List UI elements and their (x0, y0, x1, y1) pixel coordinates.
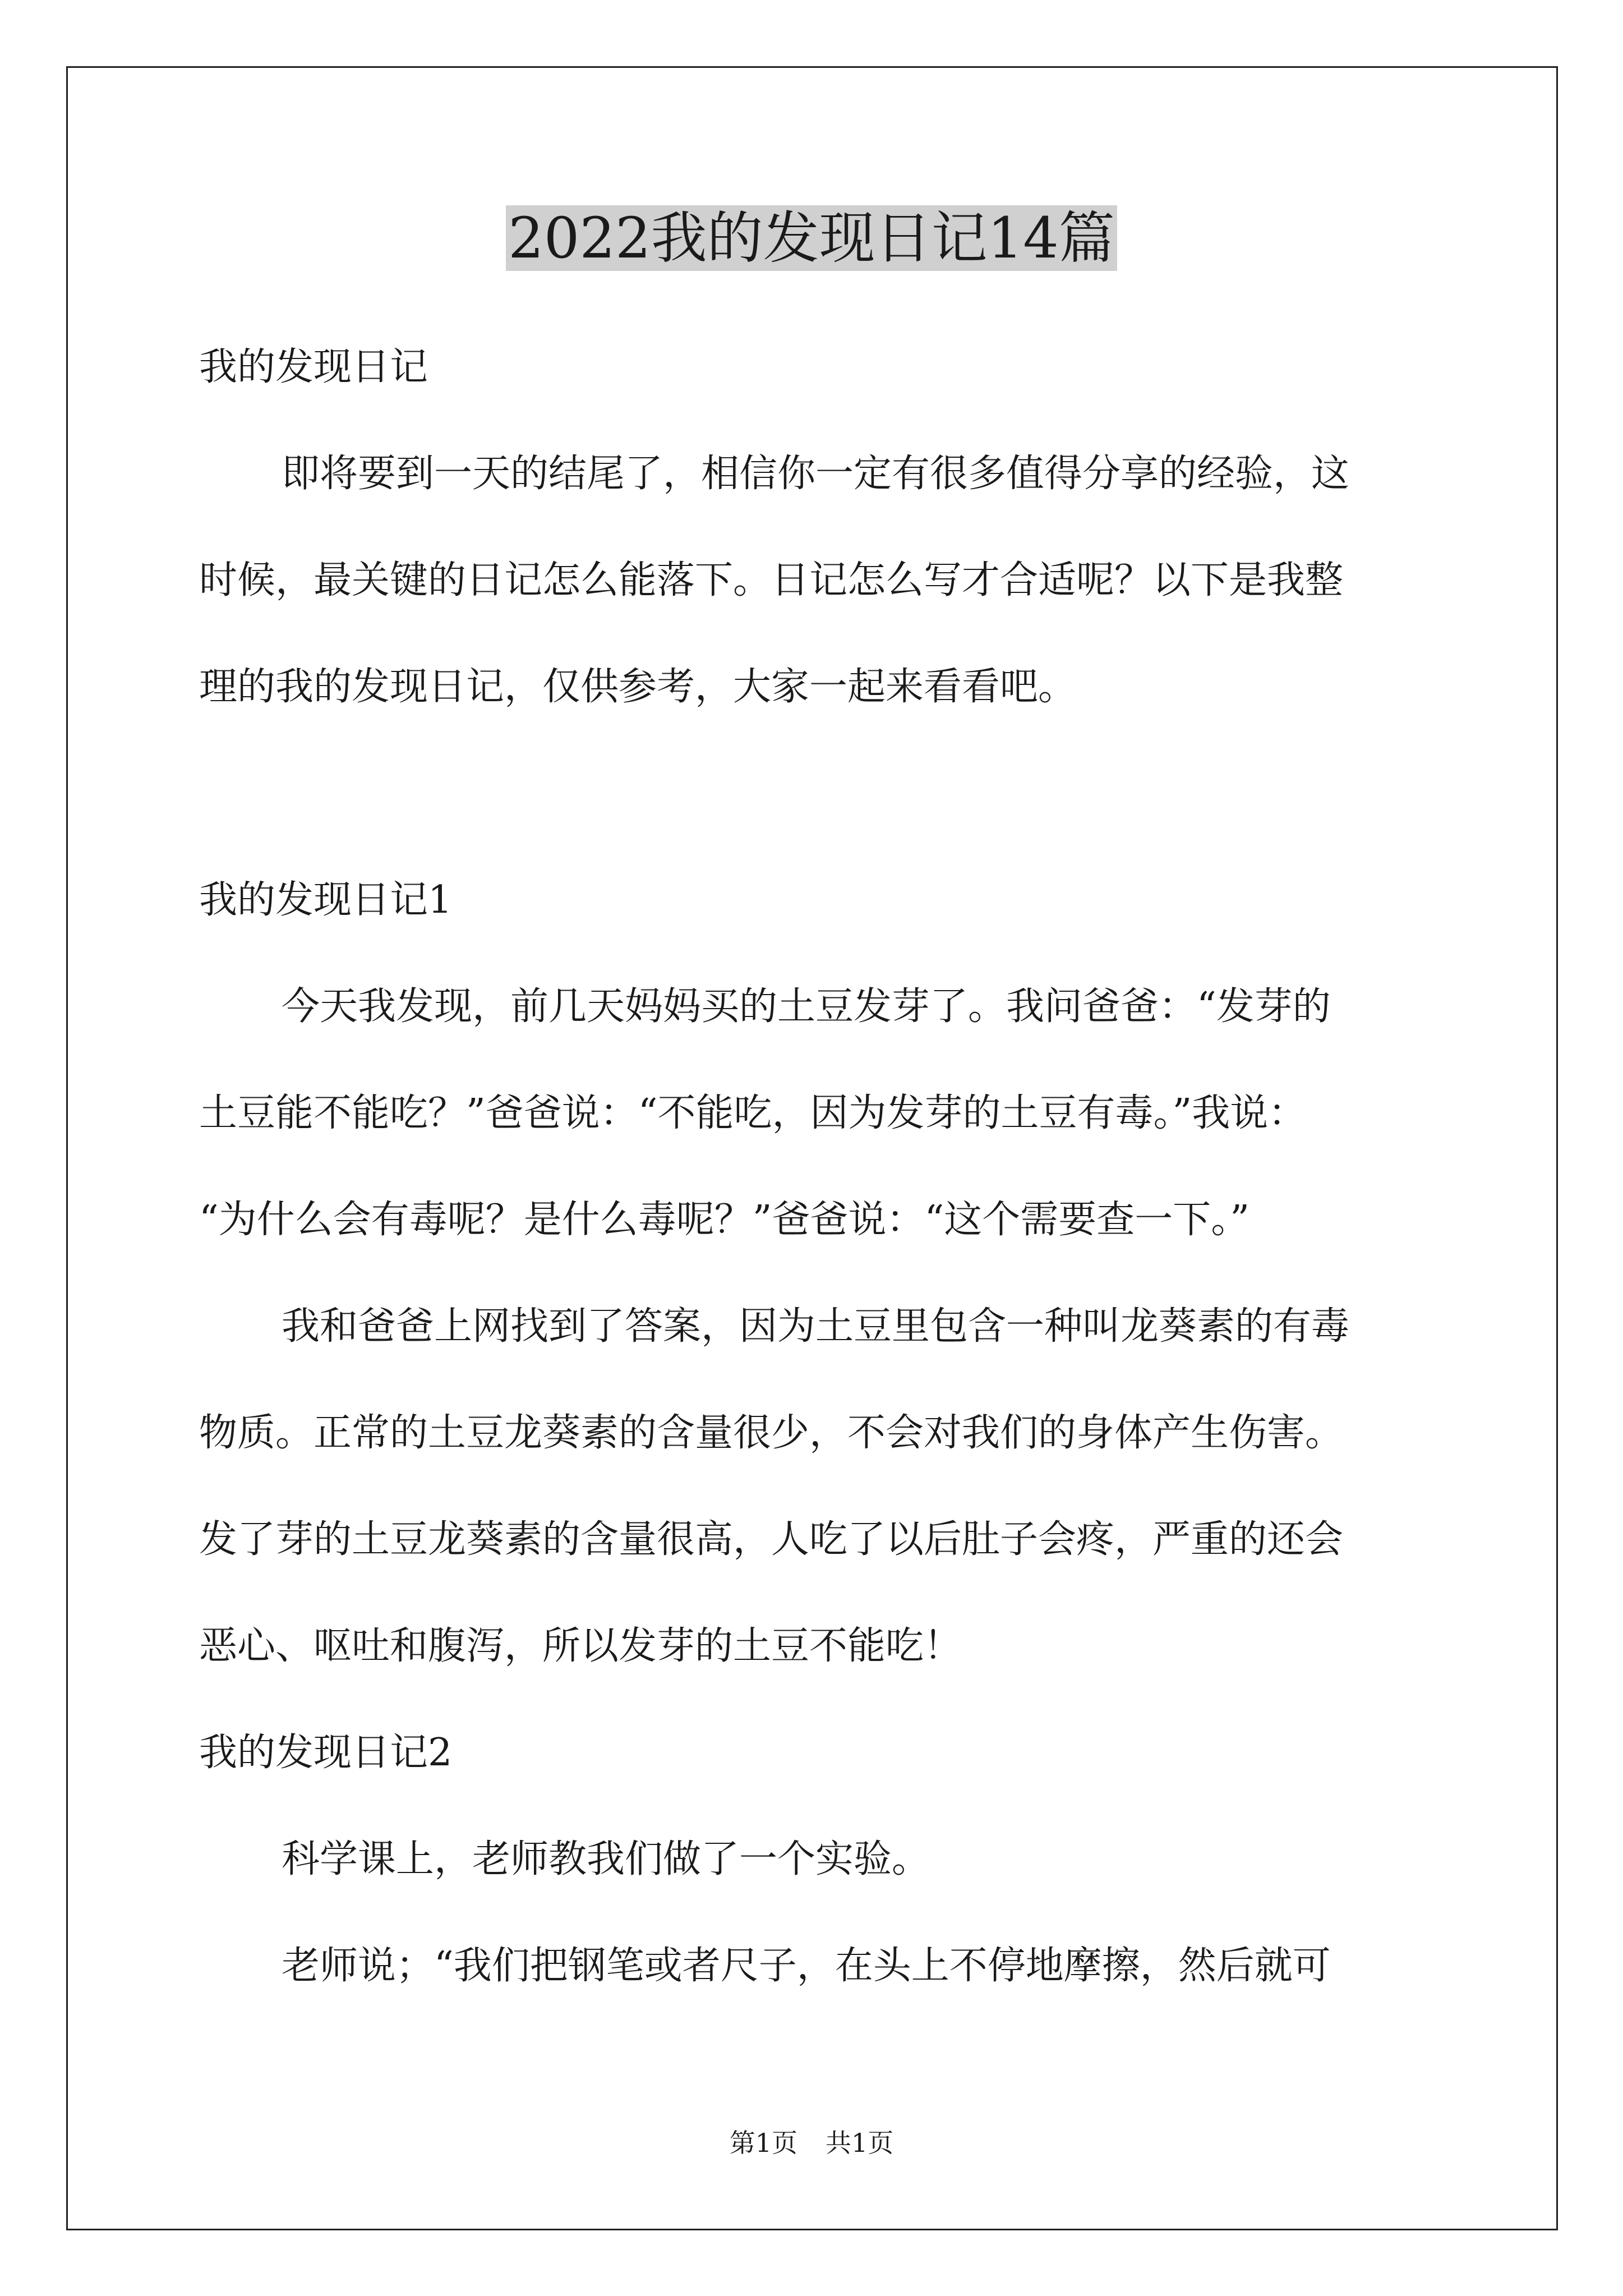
blank-line (199, 740, 1427, 847)
paragraph-line: 发了芽的土豆龙葵素的含量很高，人吃了以后肚子会疼，严重的还会 (199, 1517, 1344, 1562)
paragraph-line: 科学课上，老师教我们做了一个实验。 (282, 1837, 930, 1881)
document-body (199, 314, 1427, 2019)
section-heading-1: 我的发现日记1 (199, 878, 453, 922)
section-heading-2: 我的发现日记2 (199, 1731, 453, 1775)
paragraph-line: 理的我的发现日记，仅供参考，大家一起来看看吧。 (199, 665, 1077, 709)
paragraph-line: 我和爸爸上网找到了答案，因为土豆里包含一种叫龙葵素的有毒 (282, 1304, 1350, 1349)
paragraph-line: “为什么会有毒呢？是什么毒呢？”爸爸说：“这个需要查一下。” (199, 1198, 1250, 1242)
paragraph-line: 物质。正常的土豆龙葵素的含量很少，不会对我们的身体产生伤害。 (199, 1411, 1344, 1455)
paragraph-line: 恶心、呕吐和腹泻，所以发芽的土豆不能吃！ (199, 1624, 962, 1668)
paragraph-line: 时候，最关键的日记怎么能落下。日记怎么写才合适呢？以下是我整 (199, 558, 1344, 602)
page-number: 第1页 (729, 2128, 797, 2158)
document-title (0, 199, 1623, 278)
paragraph-line: 土豆能不能吃？”爸爸说：“不能吃，因为发芽的土豆有毒。”我说： (199, 1091, 1307, 1135)
paragraph-line: 老师说；“我们把钢笔或者尺子，在头上不停地摩擦，然后就可 (282, 1944, 1331, 1988)
document-title-text: 2022我的发现日记14篇 (506, 205, 1117, 271)
section-heading-intro: 我的发现日记 (199, 345, 428, 389)
page-count: 共1页 (826, 2128, 894, 2158)
paragraph-line: 今天我发现，前几天妈妈买的土豆发芽了。我问爸爸：“发芽的 (282, 984, 1331, 1029)
page-footer (0, 2126, 1623, 2160)
paragraph-line: 即将要到一天的结尾了，相信你一定有很多值得分享的经验，这 (282, 452, 1350, 496)
